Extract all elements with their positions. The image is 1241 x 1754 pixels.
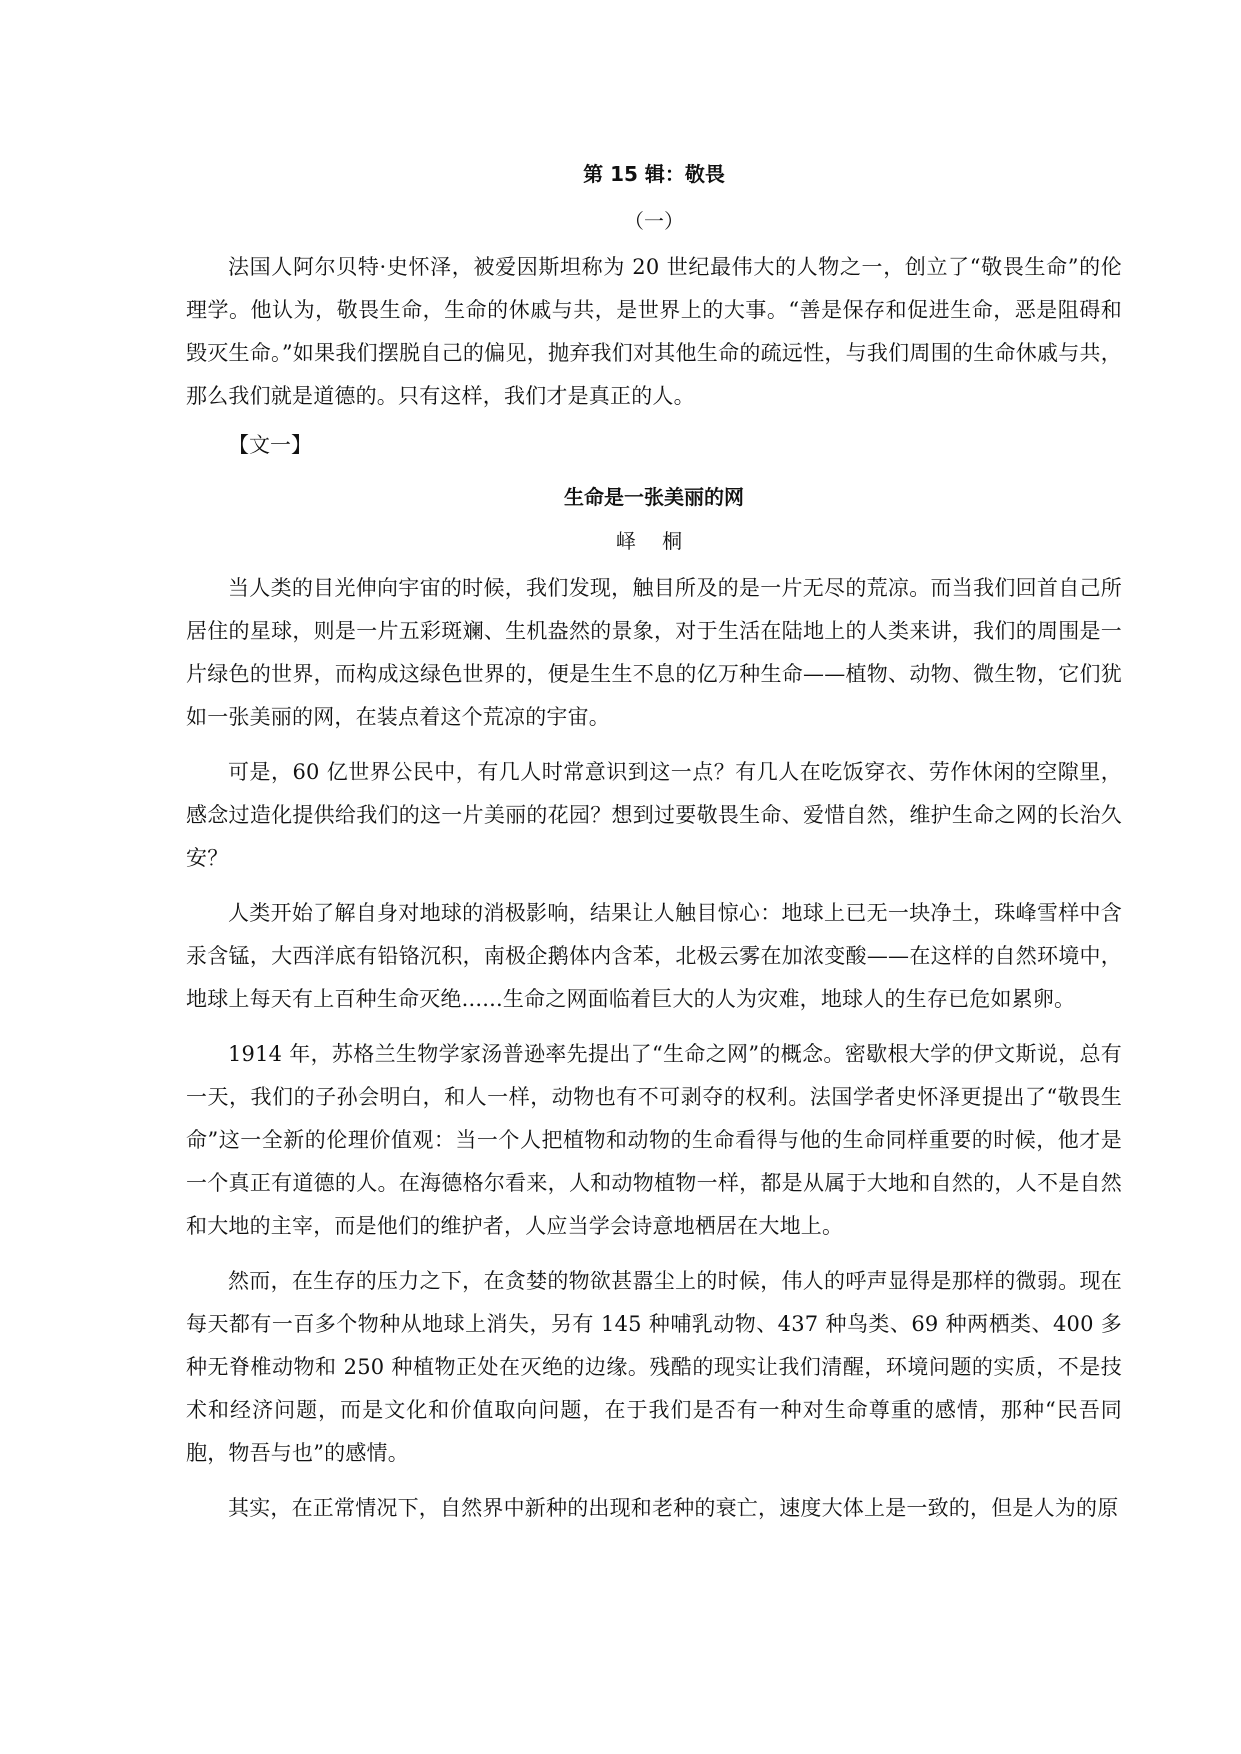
body-paragraph-6: 其实，在正常情况下，自然界中新种的出现和老种的衰亡，速度大体上是一致的，但是人为的原	[228, 1496, 1119, 1520]
essay-label: 【文一】	[228, 433, 312, 457]
body-paragraph-5: 然而，在生存的压力之下，在贪婪的物欲甚嚣尘上的时候，伟人的呼声显得是那样的微弱。现在每天都有一百多个物种从地球上消失，另有 145 种哺乳动物、437 种鸟类、69 种两栖类、400 多种无脊椎动物和 250 种植物正处在灭绝的边缘。残酷的现实让我们清醒，环境问题的实质，不是技术和经济问题，而是文化和价值取向问题，在于我们是否有一种对生命尊重的感情，那种“民吾同胞，物吾与也”的感情。	[186, 1269, 1122, 1465]
intro-paragraph: 法国人阿尔贝特·史怀泽，被爱因斯坦称为 20 世纪最伟大的人物之一，创立了“敬畏生命”的伦理学。他认为，敬畏生命，生命的休戚与共，是世界上的大事。“善是保存和促进生命，恶是阻碍和毁灭生命。”如果我们摆脱自己的偏见，抛弃我们对其他生命的疏远性，与我们周围的生命休戚与共，那么我们就是道德的。只有这样，我们才是真正的人。	[186, 255, 1122, 408]
document-title: 第 15 辑：敬畏	[583, 162, 725, 186]
essay-title: 生命是一张美丽的网	[564, 485, 744, 509]
body-paragraph-4: 1914 年，苏格兰生物学家汤普逊率先提出了“生命之网”的概念。密歇根大学的伊文斯说，总有一天，我们的子孙会明白，和人一样，动物也有不可剥夺的权利。法国学者史怀泽更提出了“敬畏生命”这一全新的伦理价值观：当一个人把植物和动物的生命看得与他的生命同样重要的时候，他才是一个真正有道德的人。在海德格尔看来，人和动物植物一样，都是从属于大地和自然的，人不是自然和大地的主宰，而是他们的维护者，人应当学会诗意地栖居在大地上。	[186, 1042, 1122, 1238]
essay-author: 峄 桐	[615, 529, 693, 553]
section-number: （一）	[624, 209, 684, 233]
body-paragraph-2: 可是，60 亿世界公民中，有几人时常意识到这一点？有几人在吃饭穿衣、劳作休闲的空隙里，感念过造化提供给我们的这一片美丽的花园？想到过要敬畏生命、爱惜自然，维护生命之网的长治久安？	[186, 760, 1122, 870]
body-paragraph-3: 人类开始了解自身对地球的消极影响，结果让人触目惊心：地球上已无一块净土，珠峰雪样中含汞含锰，大西洋底有铅铬沉积，南极企鹅体内含苯，北极云雾在加浓变酸——在这样的自然环境中，地球上每天有上百种生命灭绝......生命之网面临着巨大的人为灾难，地球人的生存已危如累卵。	[186, 901, 1122, 1011]
body-paragraph-1: 当人类的目光伸向宇宙的时候，我们发现，触目所及的是一片无尽的荒凉。而当我们回首自己所居住的星球，则是一片五彩斑斓、生机盎然的景象，对于生活在陆地上的人类来讲，我们的周围是一片绿色的世界，而构成这绿色世界的，便是生生不息的亿万种生命——植物、动物、微生物，它们犹如一张美丽的网，在装点着这个荒凉的宇宙。	[186, 576, 1122, 729]
document-content	[186, 154, 1122, 1530]
